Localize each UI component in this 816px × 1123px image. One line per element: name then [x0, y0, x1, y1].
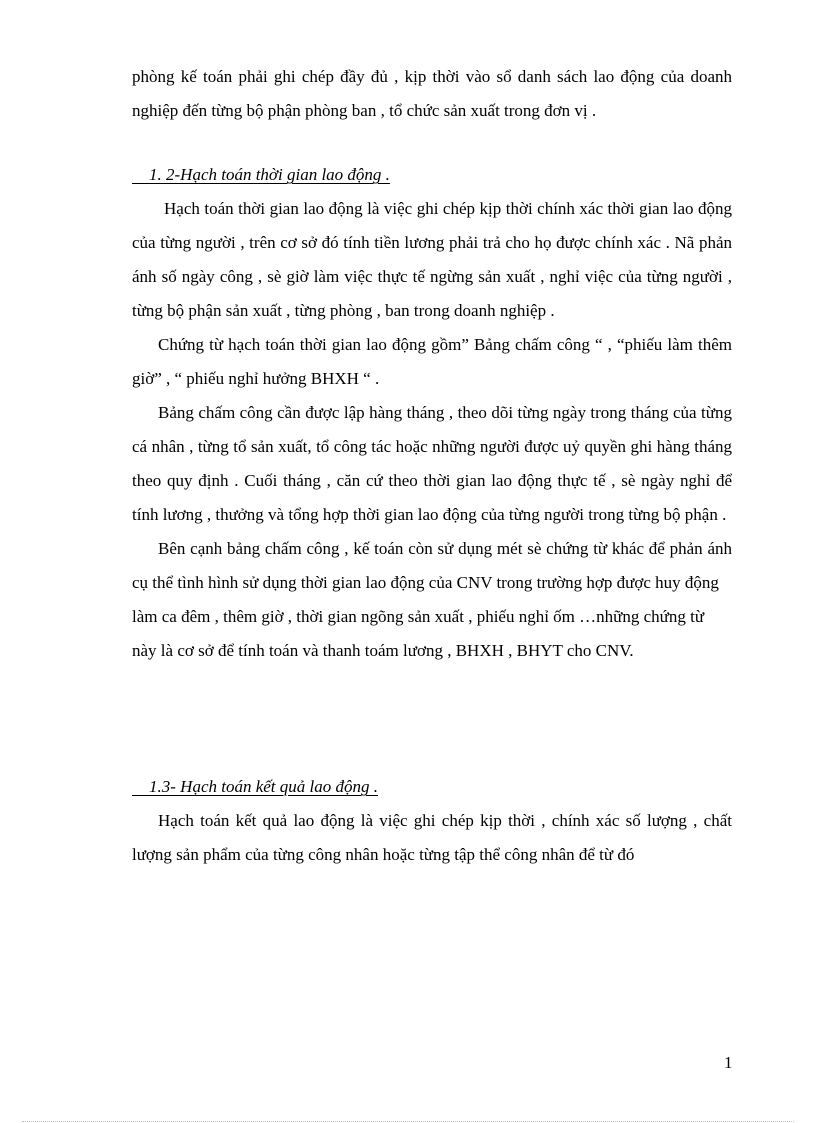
continuation-line-1: làm ca đêm , thêm giờ , thời gian ngõng sản xuất , phiếu nghỉ ốm …những chứng từ	[132, 607, 705, 626]
opening-paragraph: phòng kế toán phải ghi chép đầy đủ , kịp thời vào sổ danh sách lao động của doanh nghiệp đến từng bộ phận phòng ban , tổ chức sản xuất trong đơn vị .	[132, 67, 732, 120]
page-bottom-divider	[22, 1121, 794, 1122]
section-heading-1-2: 1. 2-Hạch toán thời gian lao động .	[132, 165, 390, 184]
paragraph-other-vouchers: Bên cạnh bảng chấm công , kế toán còn sử dụng mét sè chứng từ khác để phản ánh cụ thể tình hình sử dụng thời gian lao động của CNV trong trường hợp được huy động	[132, 539, 732, 592]
paragraph-time-accounting: Hạch toán thời gian lao động là việc ghi chép kịp thời chính xác thời gian lao động của từng người , trên cơ sở đó tính tiền lương phải trả cho họ được chính xác . Nã phản ánh số ngày công , sè giờ làm việc thực tế ngừng sản xuất , nghỉ việc của từng người , từng bộ phận sản xuất , từng phòng , ban trong doanh nghiệp .	[132, 199, 732, 320]
page-number: 1	[724, 1053, 733, 1072]
continuation-line-2: này là cơ sở để tính toán và thanh toám lương , BHXH , BHYT cho CNV.	[132, 641, 634, 660]
paragraph-time-vouchers: Chứng từ hạch toán thời gian lao động gồm” Bảng chấm công “ , “phiếu làm thêm giờ” , “ phiếu nghỉ hưởng BHXH “ .	[132, 335, 732, 388]
page-body	[132, 60, 732, 872]
paragraph-output-accounting: Hạch toán kết quả lao động là việc ghi chép kịp thời , chính xác số lượng , chất lượng sản phẩm của từng công nhân hoặc từng tập thể công nhân để từ đó	[132, 811, 732, 864]
paragraph-attendance-sheet: Bảng chấm công cần được lập hàng tháng , theo dõi từng ngày trong tháng của từng cá nhân , từng tổ sản xuất, tổ công tác hoặc những người được uỷ quyền ghi hàng tháng theo quy định . Cuối tháng , căn cứ theo thời gian lao động thực tế , sè ngày nghỉ để tính lương , thưởng và tổng hợp thời gian lao động của từng người trong từng bộ phận .	[132, 403, 732, 524]
section-heading-1-3: 1.3- Hạch toán kết quả lao động .	[132, 777, 378, 796]
